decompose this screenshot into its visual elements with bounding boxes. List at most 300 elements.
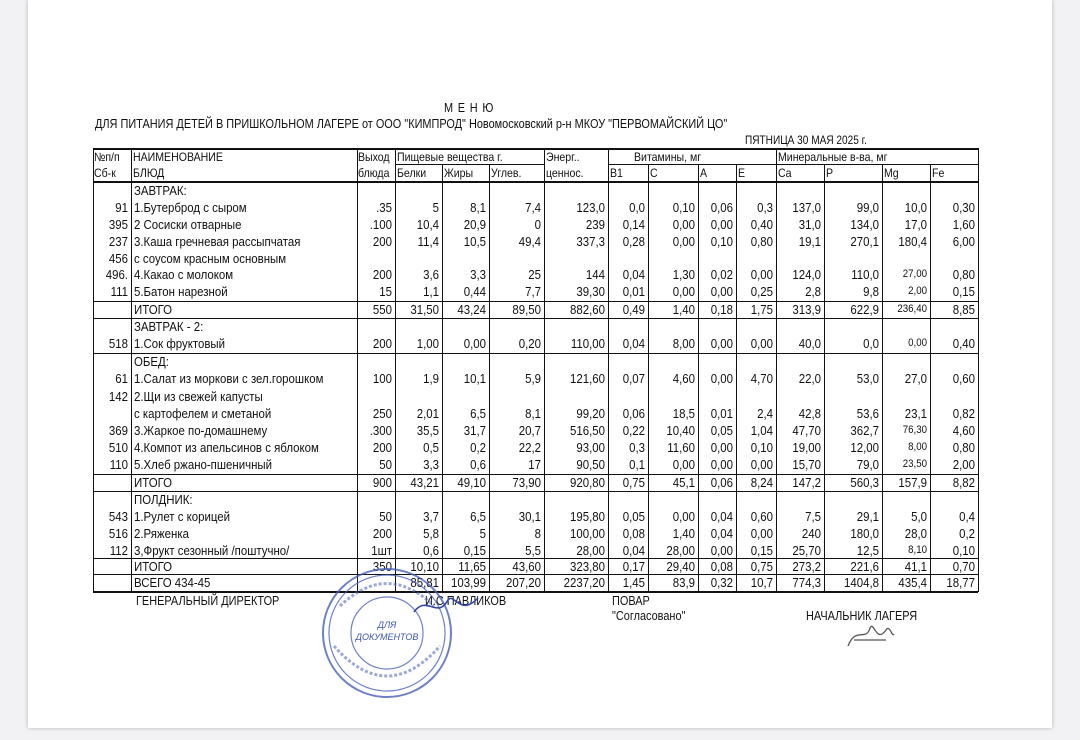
cell-out: 350 [372,559,392,574]
cell-out: 900 [372,475,392,490]
cell-en: 144 [585,267,605,282]
cell-ca: 19,1 [798,234,821,249]
header-carbs: Углев. [491,166,522,180]
cell-b1: 0,01 [622,284,645,299]
cell-e: 1,04 [750,423,773,438]
cell-b: 1,9 [423,371,439,386]
cell-p: 0,0 [863,336,879,351]
stamp-text-1: ДЛЯ [377,620,397,630]
cell-en: 28,00 [576,543,605,558]
cell-u: 30,1 [518,509,541,524]
cell-out: 50 [379,509,392,524]
cell-num: 61 [115,371,128,386]
header-b1: B1 [610,166,623,180]
cell-b: 0,5 [423,440,439,455]
cell-j: 103,99 [451,575,486,590]
column-rule [648,164,649,592]
cell-mg: 2,00 [908,285,927,297]
cell-name: с соусом красным основным [134,251,287,266]
header-name: НАИМЕНОВАНИЕ [133,150,223,164]
cell-u: 73,90 [512,475,541,490]
header-nutrients: Пищевые вещества г. [397,150,503,164]
cell-c: 0,00 [672,217,695,232]
cell-ca: 124,0 [792,267,821,282]
cell-c: 8,00 [672,336,695,351]
cell-u: 43,60 [512,559,541,574]
cell-j: 6,5 [470,509,486,524]
cell-name: ЗАВТРАК: [134,183,187,198]
cell-name: 4.Какао с молоком [134,267,234,282]
cell-mg: 41,1 [904,559,927,574]
cell-mg: 27,0 [904,371,927,386]
cell-fe: 8,82 [952,475,975,490]
cell-out: .300 [369,423,392,438]
cell-p: 12,5 [856,543,879,558]
cell-p: 12,00 [850,440,879,455]
cell-j: 5 [479,526,486,541]
cell-b: 1,00 [416,336,439,351]
cell-j: 0,44 [463,284,486,299]
cell-c: 0,00 [672,234,695,249]
cell-en: 90,50 [576,457,605,472]
cell-e: 0,75 [750,559,773,574]
cell-out: 200 [372,526,392,541]
column-rule [776,148,777,592]
cell-p: 110,0 [851,267,879,282]
cell-ca: 273,2 [792,559,821,574]
cell-name: 3.Каша гречневая рассыпчатая [134,234,301,249]
column-rule [736,164,737,592]
cell-out: 1шт [371,543,392,558]
cell-c: 10,40 [666,423,695,438]
cell-e: 0,80 [750,234,773,249]
cell-b: 1,1 [423,284,439,299]
cell-num: 91 [115,200,128,215]
cell-e: 4,70 [750,371,773,386]
cell-c: 0,00 [672,457,695,472]
cell-mg: 5,0 [911,509,927,524]
cell-en: 239 [585,217,605,232]
cell-mg: 157,9 [898,475,927,490]
cell-mg: 23,50 [902,458,927,470]
header-energy-2: ценнос. [546,166,584,180]
cell-p: 221,6 [850,559,879,574]
cell-a: 0,06 [710,200,733,215]
column-rule [489,164,490,592]
cell-j: 6,5 [470,406,486,421]
column-rule [93,148,94,592]
cell-fe: 0,82 [952,406,975,421]
cell-a: 0,08 [710,559,733,574]
cell-b: 5,8 [423,526,439,541]
cell-u: 0,20 [518,336,541,351]
header-collection: Сб-к [94,166,116,180]
cell-e: 0,60 [750,509,773,524]
cell-ca: 42,8 [798,406,821,421]
cell-name: 5.Батон нарезной [134,284,228,299]
header-a: A [700,166,708,180]
cell-fe: 0,4 [959,509,975,524]
cell-e: 0,15 [750,543,773,558]
cell-b1: 0,04 [622,336,645,351]
cell-a: 0,01 [710,406,733,421]
cell-fe: 0,15 [952,284,975,299]
header-fat: Жиры [444,166,474,180]
cell-en: 2237,20 [563,575,605,590]
cell-b: 35,5 [416,423,439,438]
cell-name: 1.Рулет с корицей [134,509,231,524]
cell-mg: 8,00 [908,441,927,453]
cell-mg: 76,30 [902,424,927,436]
cell-en: 195,80 [570,509,605,524]
cell-c: 0,00 [672,284,695,299]
header-minerals: Минеральные в-ва, мг [778,150,888,164]
cell-mg: 435,4 [898,575,927,590]
cell-a: 0,00 [710,336,733,351]
cell-name: 1.Салат из моркови с зел.горошком [134,371,324,386]
cell-a: 0,04 [710,526,733,541]
cell-fe: 0,40 [952,336,975,351]
header-c: C [650,166,658,180]
cell-b: 3,3 [423,457,439,472]
cell-name: 4.Компот из апельсинов с яблоком [134,440,319,455]
cell-fe: 0,80 [952,267,975,282]
cell-ca: 137,0 [792,200,821,215]
cell-name: 2.Ряженка [134,526,189,541]
cell-num: 510 [108,440,128,455]
cell-u: 89,50 [512,302,541,317]
header-energy: Энерг.. [546,150,580,164]
cell-j: 10,5 [463,234,486,249]
agreed-label: "Согласовано" [612,608,686,623]
cell-ca: 147,2 [792,475,821,490]
cell-u: 8 [534,526,541,541]
cell-u: 5,5 [525,543,541,558]
cell-b1: 0,75 [622,475,645,490]
cell-a: 0,00 [710,457,733,472]
cell-p: 1404,8 [844,575,879,590]
cell-num: 237 [108,234,128,249]
cell-u: 5,9 [525,371,541,386]
cell-name: ЗАВТРАК - 2: [134,319,204,334]
column-rule [442,164,443,592]
cell-name: 3.Жаркое по-домашнему [134,423,268,438]
cell-mg: 0,00 [908,337,927,349]
cell-b: 31,50 [410,302,439,317]
cell-p: 29,1 [856,509,879,524]
cell-b1: 0,04 [622,267,645,282]
cell-p: 79,0 [856,457,879,472]
cell-u: 20,7 [518,423,541,438]
cell-ca: 2,8 [805,284,821,299]
cell-name: 1.Бутерброд с сыром [134,200,247,215]
cell-a: 0,02 [710,267,733,282]
cell-en: 123,0 [576,200,605,215]
cell-e: 8,24 [750,475,773,490]
header-protein: Белки [397,166,427,180]
cell-en: 516,50 [570,423,605,438]
cell-p: 622,9 [850,302,879,317]
cell-b1: 0,04 [622,543,645,558]
cell-b1: 0,3 [629,440,645,455]
cell-b: 85,81 [410,575,439,590]
cell-en: 99,20 [576,406,605,421]
cell-e: 10,7 [750,575,773,590]
header-vitamins: Витамины, мг [634,150,702,164]
cell-out: 550 [372,302,392,317]
cell-mg: 180,4 [898,234,927,249]
director-signature [412,592,482,622]
director-title: ГЕНЕРАЛЬНЫЙ ДИРЕКТОР [136,593,280,608]
cell-e: 1,75 [750,302,773,317]
cell-b1: 0,06 [622,406,645,421]
cell-ca: 15,70 [792,457,821,472]
cell-a: 0,05 [710,423,733,438]
cell-c: 1,40 [672,302,695,317]
cell-num: 516 [108,526,128,541]
cell-fe: 0,30 [952,200,975,215]
column-rule [930,164,931,592]
cell-b: 3,7 [423,509,439,524]
column-rule [698,164,699,592]
cell-u: 207,20 [506,575,541,590]
cell-e: 0,10 [750,440,773,455]
cell-num: 543 [108,509,128,524]
cell-num: 395 [108,217,128,232]
cell-a: 0,00 [710,217,733,232]
director-name: И.С.ПАВЛИКОВ [425,593,507,608]
section-rule [93,491,978,492]
cell-name: ИТОГО [134,302,173,317]
cell-num: 112 [109,543,128,558]
cell-ca: 774,3 [792,575,821,590]
column-rule [978,148,979,592]
header-e: E [738,166,746,180]
cell-b1: 0,1 [629,457,645,472]
menu-date: ПЯТНИЦА 30 МАЯ 2025 г. [745,133,867,147]
cell-name: 2.Щи из свежей капусты [134,389,263,404]
cell-e: 0,40 [750,217,773,232]
cell-b1: 0,14 [622,217,645,232]
cell-j: 31,7 [463,423,486,438]
cell-c: 28,00 [666,543,695,558]
cell-b: 3,6 [423,267,439,282]
cell-name: ПОЛДНИК: [134,492,193,507]
cell-fe: 0,70 [952,559,975,574]
cell-b: 0,6 [423,543,439,558]
header-output: Выход [358,150,390,164]
cell-b1: 0,49 [622,302,645,317]
menu-title: М Е Н Ю [444,100,495,115]
cell-p: 270,1 [850,234,879,249]
section-rule [93,318,978,319]
cell-b: 10,4 [416,217,439,232]
cell-j: 43,24 [457,302,486,317]
cell-mg: 17,0 [904,217,927,232]
header-num: №п/п [94,150,120,164]
cell-name: ОБЕД: [134,354,169,369]
cell-out: 200 [372,336,392,351]
cell-p: 362,7 [850,423,879,438]
cell-fe: 0,2 [959,526,975,541]
cell-c: 18,5 [672,406,695,421]
cell-e: 2,4 [757,406,773,421]
cell-name: 3,Фрукт сезонный /поштучно/ [134,543,290,558]
cell-ca: 313,9 [792,302,821,317]
cell-mg: 23,1 [904,406,927,421]
cell-a: 0,04 [710,509,733,524]
header-bottom-rule [93,181,978,183]
cell-name: 5.Хлеб ржано-пшеничный [134,457,273,472]
cell-a: 0,00 [710,284,733,299]
cell-fe: 1,60 [952,217,975,232]
cell-name: ИТОГО [134,559,173,574]
cell-u: 0 [534,217,541,232]
cell-num: 456 [108,251,128,266]
cell-mg: 8,10 [908,544,927,556]
cell-mg: 27,00 [902,268,927,280]
cell-e: 0,3 [757,200,773,215]
cell-c: 1,40 [672,526,695,541]
cell-mg: 28,0 [904,526,927,541]
cell-ca: 22,0 [798,371,821,386]
cell-out: 100 [372,371,392,386]
cell-num: 110 [109,457,128,472]
header-p: P [826,166,834,180]
cell-name: 1.Сок фруктовый [134,336,226,351]
cell-en: 121,60 [570,371,605,386]
cell-out: 250 [372,406,392,421]
cell-e: 0,00 [750,267,773,282]
cell-en: 337,3 [576,234,605,249]
cell-b1: 0,22 [622,423,645,438]
cell-p: 99,0 [856,200,879,215]
cell-fe: 18,77 [946,575,975,590]
cell-c: 0,10 [672,200,695,215]
cell-u: 17 [528,457,541,472]
cell-c: 83,9 [672,575,695,590]
cell-mg: 10,0 [904,200,927,215]
cell-out: 50 [379,457,392,472]
column-rule [824,164,825,592]
column-rule [608,148,609,592]
cell-u: 7,7 [525,284,541,299]
cell-num: 518 [108,336,128,351]
cell-e: 0,00 [750,336,773,351]
menu-subtitle: ДЛЯ ПИТАНИЯ ДЕТЕЙ В ПРИШКОЛЬНОМ ЛАГЕРЕ от ООО "КИМПРОД" Новомосковский р-н МКОУ "ПЕРВОМАЙСКИЙ ЦО" [95,116,728,131]
cell-a: 0,06 [710,475,733,490]
header-fe: Fe [932,166,945,180]
cell-e: 0,25 [750,284,773,299]
cell-en: 920,80 [570,475,605,490]
cell-p: 53,6 [856,406,879,421]
cell-a: 0,00 [710,371,733,386]
camp-head-label: НАЧАЛЬНИК ЛАГЕРЯ [806,608,918,623]
cell-b: 10,10 [410,559,439,574]
cell-b1: 1,45 [622,575,645,590]
cell-u: 7,4 [525,200,541,215]
cell-u: 49,4 [518,234,541,249]
cell-num: 369 [108,423,128,438]
cell-b1: 0,28 [622,234,645,249]
column-rule [882,164,883,592]
cell-fe: 6,00 [952,234,975,249]
cell-j: 20,9 [463,217,486,232]
cell-name: ИТОГО [134,475,173,490]
cell-p: 9,8 [863,284,879,299]
cell-en: 110,00 [570,336,605,351]
round-seal-stamp [320,566,454,700]
cell-en: 323,80 [570,559,605,574]
cell-en: 93,00 [576,440,605,455]
cell-mg: 236,40 [897,303,927,315]
cell-en: 39,30 [576,284,605,299]
cell-ca: 7,5 [805,509,821,524]
cell-num: 111 [110,284,128,299]
cell-e: 0,00 [750,457,773,472]
cell-ca: 19,00 [792,440,821,455]
cell-num: 142 [108,389,128,404]
cell-fe: 4,60 [952,423,975,438]
section-rule [93,353,978,354]
cell-j: 10,1 [463,371,486,386]
cook-label: ПОВАР [612,593,650,608]
cell-out: 15 [379,284,392,299]
cell-b: 5 [432,200,439,215]
cell-a: 0,32 [710,575,733,590]
cell-c: 45,1 [672,475,695,490]
cell-ca: 25,70 [792,543,821,558]
column-rule [357,148,358,592]
cell-b1: 0,07 [622,371,645,386]
header-ca: Ca [778,166,792,180]
stamp-text-2: ДОКУМЕНТОВ [355,632,419,642]
cell-ca: 47,70 [792,423,821,438]
cell-c: 4,60 [672,371,695,386]
cell-fe: 0,10 [952,543,975,558]
camp-head-signature [846,620,896,652]
cell-b1: 0,17 [622,559,645,574]
cell-fe: 8,85 [952,302,975,317]
cell-fe: 2,00 [952,457,975,472]
cell-ca: 31,0 [798,217,821,232]
cell-j: 0,00 [463,336,486,351]
header-dishes: БЛЮД [133,166,165,180]
cell-out: 200 [372,234,392,249]
cell-a: 0,18 [710,302,733,317]
cell-num: 496. [105,267,128,282]
column-rule [131,148,132,592]
cell-name: 2 Сосиски отварные [134,217,242,232]
cell-out: .35 [376,200,392,215]
cell-p: 134,0 [850,217,879,232]
cell-b: 43,21 [410,475,439,490]
cell-a: 0,00 [710,543,733,558]
cell-b1: 0,08 [622,526,645,541]
cell-e: 0,00 [750,526,773,541]
cell-out: 200 [372,440,392,455]
cell-c: 1,30 [672,267,695,282]
cell-b1: 0,0 [629,200,645,215]
cell-u: 8,1 [525,406,541,421]
cell-fe: 0,80 [952,440,975,455]
cell-c: 0,00 [672,509,695,524]
cell-j: 49,10 [457,475,486,490]
cell-j: 0,15 [463,543,486,558]
cell-j: 11,65 [458,559,486,574]
cell-en: 100,00 [570,526,605,541]
cell-b: 2,01 [416,406,439,421]
